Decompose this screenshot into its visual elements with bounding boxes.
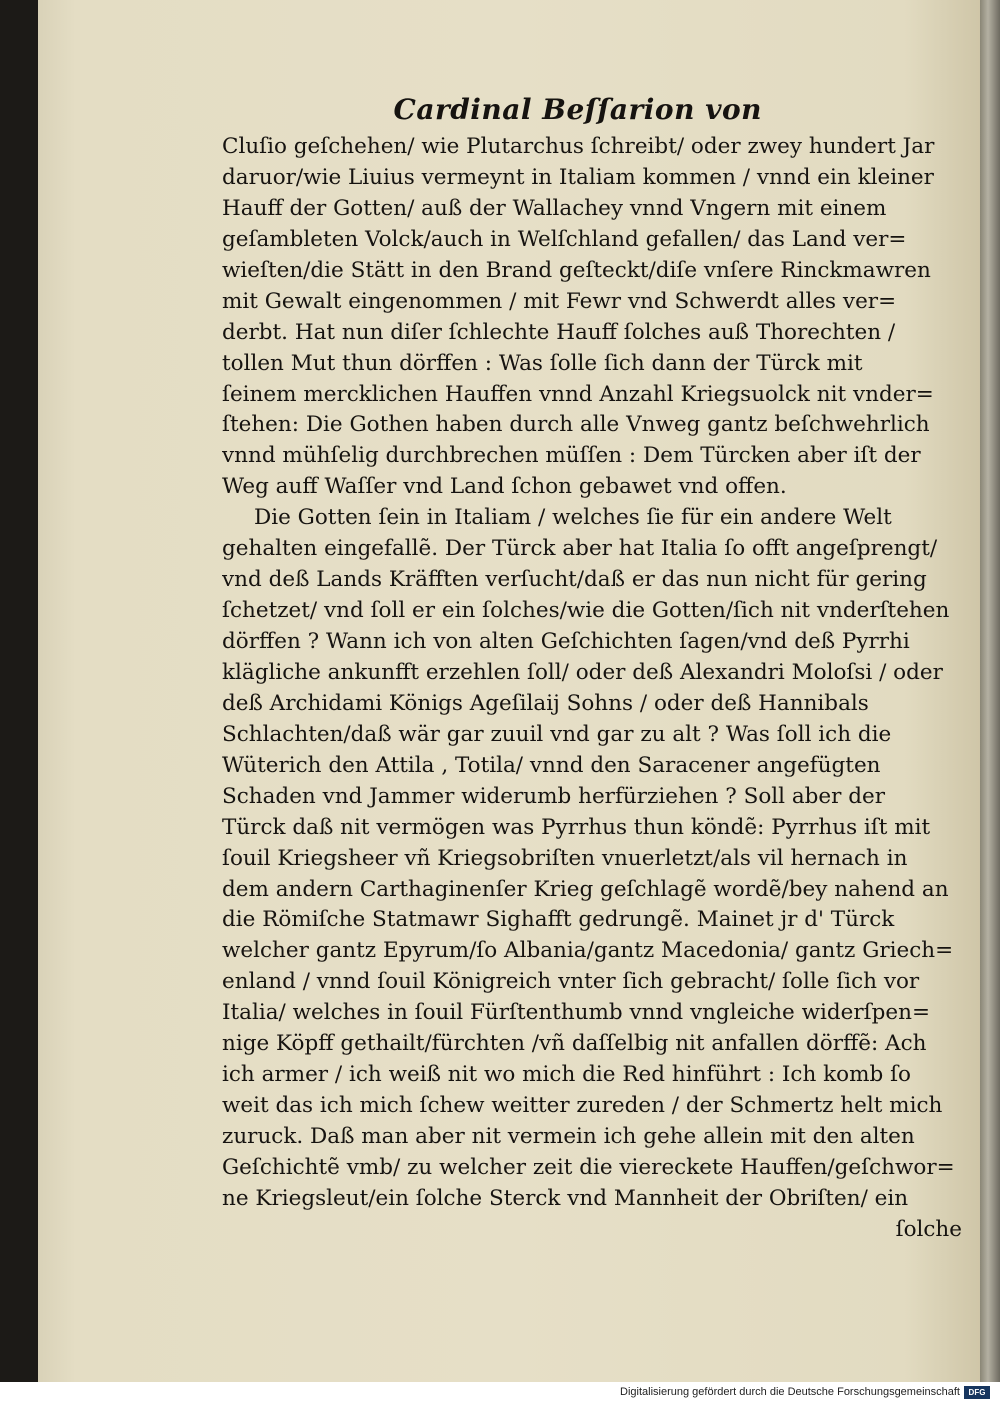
running-header: Cardinal Beſſarion von bbox=[393, 93, 762, 126]
text-line: klägliche ankunfft erzehlen ſoll/ oder deß Alexandri Moloſsi / oder bbox=[222, 659, 943, 685]
text-line: Die Gotten ſein in Italiam / welches ſie für ein andere Welt bbox=[254, 505, 892, 531]
text-line: gehalten eingefallẽ. Der Türck aber hat Italia ſo offt angeſprengt/ bbox=[222, 536, 938, 562]
text-line: derbt. Hat nun diſer ſchlechte Hauff ſolches auß Thorechten / bbox=[222, 319, 896, 345]
text-line: Schaden vnd Jammer widerumb herfürziehen ? Soll aber der bbox=[222, 783, 886, 809]
text-line: wieſten/die Stätt in den Brand geſteckt/diſe vnſere Rinckmawren bbox=[222, 257, 931, 283]
text-line: welcher gantz Epyrum/ſo Albania/gantz Macedonia/ gantz Griech= bbox=[222, 938, 954, 964]
text-line: vnd deß Lands Kräfften verſucht/daß er das nun nicht für gering bbox=[222, 567, 927, 593]
text-line: die Römiſche Statmawr Sighafft gedrungẽ. Mainet jr d' Türck bbox=[222, 907, 895, 933]
text-line: daruor/wie Liuius vermeynt in Italiam kommen / vnnd ein kleiner bbox=[222, 164, 934, 190]
text-line: Weg auff Waſſer vnd Land ſchon gebawet vnd offen. bbox=[222, 474, 787, 500]
text-line: tollen Mut thun dörffen : Was ſolle ſich dann der Türck mit bbox=[222, 350, 863, 376]
text-line: Schlachten/daß wär gar zuuil vnd gar zu alt ? Was ſoll ich die bbox=[222, 721, 892, 747]
text-line: ſtehen: Die Gothen haben durch alle Vnweg gantz beſchwehrlich bbox=[222, 412, 930, 438]
text-line: geſambleten Volck/auch in Welſchland gefallen/ das Land ver= bbox=[222, 226, 907, 252]
text-block bbox=[222, 88, 962, 1246]
text-line: vnnd mühſelig durchbrechen müſſen : Dem Türcken aber iſt der bbox=[222, 443, 921, 469]
text-line: Hauff der Gotten/ auß der Wallachey vnnd Vngern mit einem bbox=[222, 195, 887, 221]
text-line: zuruck. Daß man aber nit vermein ich gehe allein mit den alten bbox=[222, 1124, 915, 1149]
text-line: dörffen ? Wann ich von alten Geſchichten ſagen/vnd deß Pyrrhi bbox=[222, 629, 910, 654]
text-line: deß Archidami Königs Ageſilaij Sohns / oder deß Hannibals bbox=[222, 690, 869, 716]
text-line: ne Kriegsleut/ein ſolche Sterck vnd Mannheit der Obriſten/ ein bbox=[222, 1185, 909, 1211]
text-line: Italia/ welches in ſouil Fürſtenthumb vnnd vngleiche widerſpen= bbox=[222, 1000, 930, 1026]
text-line: enland / vnnd ſouil Königreich vnter ſich gebracht/ ſolle ſich vor bbox=[222, 969, 920, 995]
text-line: nige Köpff gethailt/fürchten /vñ daſſelbig nit anfallen dörffẽ: Ach bbox=[222, 1031, 927, 1057]
text-line: ſeinem mercklichen Hauffen vnnd Anzahl Kriegsuolck nit vnder= bbox=[222, 381, 934, 407]
text-line: weit das ich mich ſchew weitter zureden / der Schmertz helt mich bbox=[222, 1093, 943, 1119]
footer-bar bbox=[0, 1382, 1000, 1404]
text-line: mit Gewalt eingenommen / mit Fewr vnd Schwerdt alles ver= bbox=[222, 288, 897, 314]
page-edge bbox=[980, 0, 1000, 1382]
text-line: ſouil Kriegsheer vñ Kriegsobriſten vnuerletzt/als vil hernach in bbox=[222, 845, 908, 871]
text-line: Wüterich den Attila , Totila/ vnnd den Saracener angefügten bbox=[222, 752, 881, 778]
text-line: dem andern Carthaginenſer Krieg geſchlagẽ wordẽ/bey nahend an bbox=[222, 876, 949, 902]
text-line: Cluſio geſchehen/ wie Plutarchus ſchreibt/ oder zwey hundert Jar bbox=[222, 134, 935, 159]
dfg-logo-icon: DFG bbox=[964, 1386, 990, 1399]
text-line: Geſchichtẽ vmb/ zu welcher zeit die viereckete Hauffen/geſchwor= bbox=[222, 1154, 955, 1180]
text-line: Türck daß nit vermögen was Pyrrhus thun köndẽ: Pyrrhus iſt mit bbox=[222, 814, 931, 840]
footer-credit: Digitalisierung gefördert durch die Deutsche Forschungsgemeinschaft bbox=[620, 1386, 960, 1398]
text-line: ich armer / ich weiß nit wo mich die Red hinführt : Ich komb ſo bbox=[222, 1062, 911, 1088]
text-line: ſchetzet/ vnd ſoll er ein ſolches/wie die Gotten/ſich nit vnderſtehen bbox=[222, 598, 950, 624]
catchword: ſolche bbox=[895, 1216, 962, 1242]
